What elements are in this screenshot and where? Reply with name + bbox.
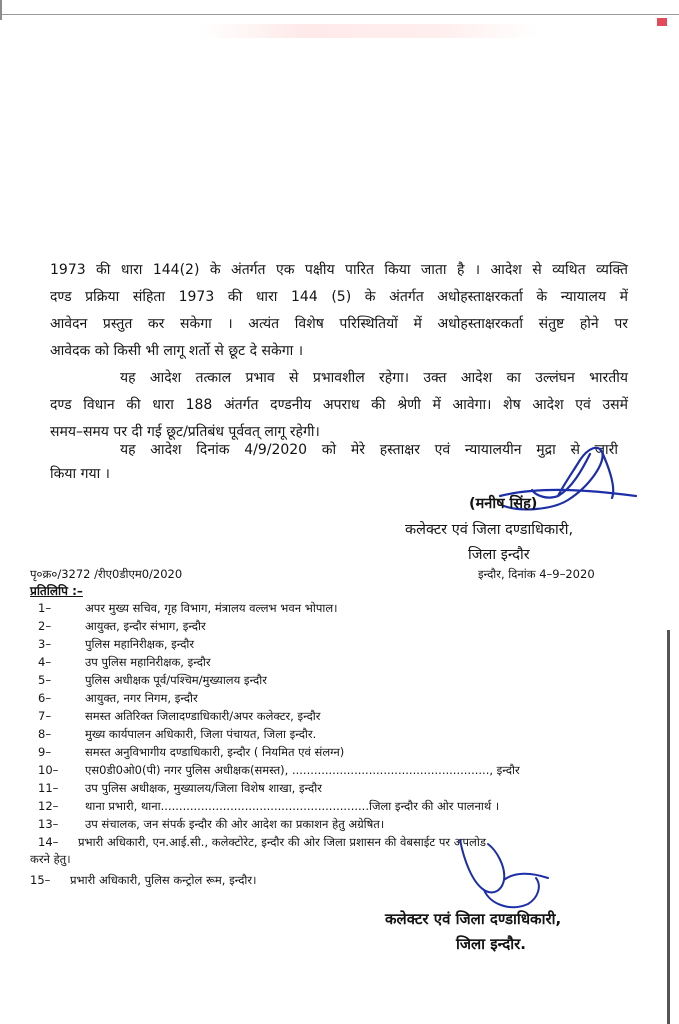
body-line: यह आदेश तत्काल प्रभाव से प्रभावशील रहेगा। उक्त आदेश का उल्लंघन भारतीय xyxy=(120,370,628,386)
body-line: यह आदेश दिनांक 4/9/2020 को मेरे हस्ताक्षर एवं न्यायालयीन मुद्रा से जारी xyxy=(120,442,618,458)
body-line: आवेदन प्रस्तुत कर सकेगा । अत्यंत विशेष परिस्थितियों में अधोहस्ताक्षरकर्ता संतुष्ट होने पर xyxy=(50,316,628,332)
signatory-name: (मनीष सिंह) xyxy=(469,496,538,512)
signatory-district: जिला इन्दौर xyxy=(468,547,530,563)
scroll-edge-bar xyxy=(667,630,670,1024)
body-line: आवेदक को किसी भी लागू शर्तो से छूट दे सकेगा । xyxy=(50,343,304,359)
copy-list-heading: प्रतिलिपि :– xyxy=(30,584,83,598)
red-mark xyxy=(657,18,667,26)
reference-place-date: इन्दौर, दिनांक 4–9–2020 xyxy=(478,567,595,581)
signature-scribble xyxy=(430,820,570,920)
body-line: दण्ड प्रक्रिया संहिता 1973 की धारा 144 (5) के अंतर्गत अधोहस्ताक्षरकर्ता के न्यायालय में xyxy=(50,289,628,305)
signatory-district: जिला इन्दौर. xyxy=(456,935,526,953)
body-line: किया गया । xyxy=(50,466,110,482)
body-line: दण्ड विधान की धारा 188 अंतर्गत दण्डनीय अपराध की श्रेणी में आवेगा। शेष आदेश एवं उसमें xyxy=(50,397,628,413)
signatory-title: कलेक्टर एवं जिला दण्डाधिकारी, xyxy=(385,910,562,928)
reference-number: पृ०क्र०/3272 /रीए0डीएम0/2020 xyxy=(30,567,183,581)
body-line: समय–समय पर दी गई छूट/प्रतिबंध पूर्ववत् लागू रहेगी। xyxy=(50,424,320,440)
body-line: 1973 की धारा 144(2) के अंतर्गत एक पक्षीय पारित किया जाता है । आदेश से व्यथित व्यक्ति xyxy=(50,262,628,278)
faint-header-stain xyxy=(200,24,540,38)
signatory-title: कलेक्टर एवं जिला दण्डाधिकारी, xyxy=(405,522,574,538)
left-border xyxy=(0,0,2,20)
top-border xyxy=(0,14,679,15)
signature-scribble xyxy=(440,440,640,530)
document-page: 1973 की धारा 144(2) के अंतर्गत एक पक्षीय पारित किया जाता है । आदेश से व्यथित व्यक्ति दण्ड प्रक्रिया संहिता 1973 की धारा 144 (5) के अंतर्गत अधोहस्ताक्षरकर्ता के न्यायालय में आवेदन प्रस्तुत कर सकेगा । अत्यंत विशेष परिस्थितियों में अधोहस्ताक्षरकर्ता संतुष्ट होने पर आवेदक को किसी भी लागू शर्तो से छूट दे सकेगा । यह आदेश तत्काल प्रभाव से प्रभावशील रहेगा। उक्त आदेश का उल्लंघन भारतीय दण्ड विधान की धारा 188 अंतर्गत दण्डनीय अपराध की श्रेणी में आवेगा। शेष आदेश एवं उसमें समय–समय पर दी गई छूट/प्रतिबंध पूर्ववत् लागू रहेगी। यह आदेश दिनांक 4/9/2020 को मेरे हस्ताक्षर एवं न्यायालयीन मुद्रा से जारी किया गया । (मनीष सिंह) कलेक्टर एवं जिला दण्डाधिकारी, जिला इन्दौर पृ०क्र०/3272 /रीए0डीएम0/2020 इन्दौर, दिनांक 4–9–2020 प्रतिलिपि :– 1– अपर मुख्य सचिव, गृह विभाग, मंत्रालय वल्लभ भवन भोपाल। 2– आयुक्त, इन्दौर संभाग, इन्दौर 3– पुलिस महानिरीक्षक, इन्दौर 4– उप पुलिस महानिरीक्षक, इन्दौर 5– पुलिस अधीक्षक पूर्व/पश्चिम/मुख्यालय इन्दौर 6– आयुक्त, नगर निगम, इन्दौर 7– समस्त अतिरिक्त जिलादण्डाधिकारी/अपर कलेक्टर, इन्दौर 8– मुख्य कार्यपालन अधिकारी, जिला पंचायत, जिला इन्दौर. 9– समस्त अनुविभागीय दण्डाधिकारी, इन्दौर ( नियमित एवं संलग्न) 10– एस0डी0ओ0(पी) नगर पुलिस अधीक्षक(समस्त), ......................................................, इन्दौर 11– उप पुलिस अधीक्षक, मुख्यालय/जिला विशेष शाखा, इन्दौर 12– थाना प्रभारी, थाना.........................................................जिला इन्दौर की ओर पालनार्थ । 13– उप संचालक, जन संपर्क इन्दौर की ओर आदेश का प्रकाशन हेतु अग्रेषित। 14– प्रभारी अधिकारी, एन.आई.सी., कलेक्टोरेट, इन्दौर की ओर जिला प्रशासन की वेबसाईट पर अपलोड करने हेतु। 15– प्रभारी अधिकारी, पुलिस कन्ट्रोल रूम, इन्दौर। कलेक्टर एवं जिला दण्डाधिकारी, जिला इन्दौर. xyxy=(0,0,679,1024)
